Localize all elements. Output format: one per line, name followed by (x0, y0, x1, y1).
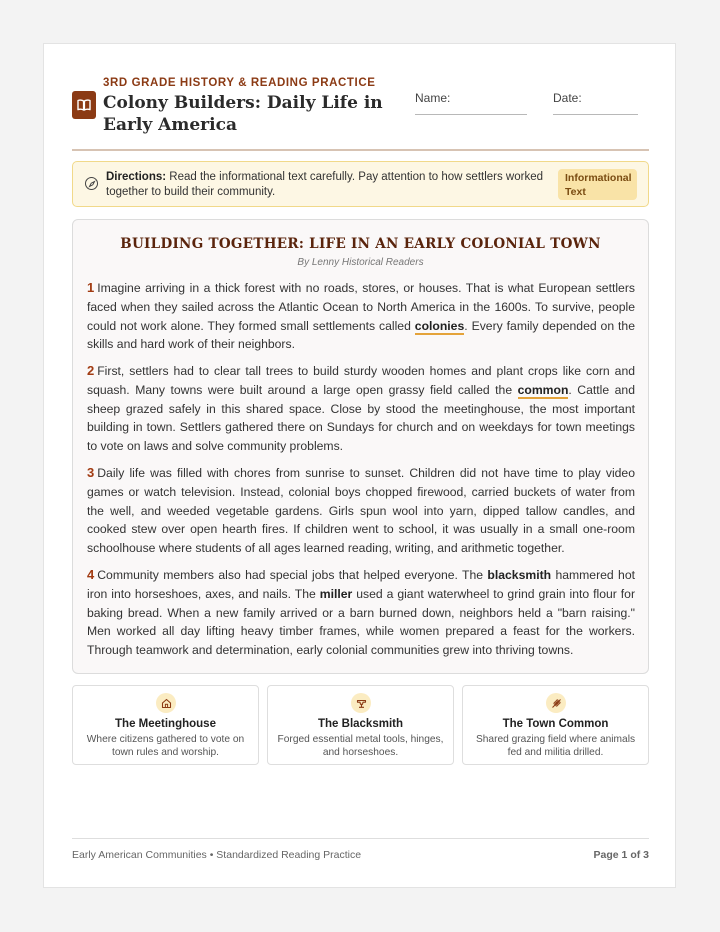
card-title: The Blacksmith (318, 718, 403, 730)
paragraph-text: used a giant waterwheel to grind grain into flour for baking bread. When a new family arrived or a barn burned down, neighbors held a "barn raising." Men worked all day lifting heavy timber frames, while women prepared a feast for the workers. Through teamwork and determination, early colonial communities grew into thriving towns. (87, 586, 636, 658)
paragraph-2 (87, 362, 635, 456)
header-divider (72, 149, 649, 151)
subject-kicker: 3RD GRADE HISTORY & READING PRACTICE (103, 77, 376, 89)
directions-box (72, 161, 649, 207)
footer-series: Early American Communities • Standardized Reading Practice (72, 849, 362, 861)
page-number: Page 1 of 3 (593, 849, 649, 861)
name-field[interactable] (415, 114, 527, 115)
card-description: Where citizens gathered to vote on town rules and worship. (86, 734, 245, 758)
term-blacksmith: blacksmith (487, 568, 552, 582)
footer-divider (72, 838, 649, 839)
reading-passage (72, 219, 649, 674)
paragraph-text: hammered hot iron into horseshoes, axes, and nails. The (87, 568, 635, 601)
paragraph-number: 2 (87, 363, 95, 378)
paragraph-1 (87, 279, 635, 354)
date-label: Date: (553, 91, 582, 105)
card-title: The Town Common (502, 718, 609, 730)
date-field[interactable] (553, 114, 638, 115)
card-town-common (462, 685, 649, 765)
text-type-badge: Informational Text (558, 169, 637, 200)
paragraph-number: 4 (87, 567, 95, 582)
directions-body: Read the informational text carefully. Pay attention to how settlers worked together to build their community. (106, 171, 544, 198)
passage-byline: By Lenny Historical Readers (297, 257, 424, 268)
passage-title: BUILDING TOGETHER: LIFE IN AN EARLY COLONIAL TOWN (120, 236, 601, 252)
compass-icon (85, 177, 98, 190)
vocab-term-colonies: colonies (414, 318, 465, 333)
paragraph-text: Imagine arriving in a thick forest with no roads, stores, or houses. That is what European settlers faced when they sailed across the Atlantic Ocean to North America in the 1600s. To survive, people could not work alone. They formed small settlements called (87, 281, 635, 333)
paragraph-3 (87, 464, 635, 558)
card-title: The Meetinghouse (115, 718, 216, 730)
card-description: Shared grazing field where animals fed and militia drilled. (475, 734, 636, 758)
wheat-icon (546, 693, 566, 713)
house-icon (156, 693, 176, 713)
card-meetinghouse (72, 685, 259, 765)
name-label: Name: (415, 91, 451, 105)
term-miller: miller (319, 586, 353, 601)
paragraph-text: . Cattle and sheep grazed safely in this shared space. Close by stood the meetinghouse, the most important building in town. Settlers gathered there on Sundays for church and on weekdays for town meetings to vote on laws and solve community problems. (87, 382, 635, 454)
anvil-icon (351, 693, 371, 713)
book-icon (72, 91, 96, 119)
paragraph-text: Daily life was filled with chores from sunrise to sunset. Children did not have time to play video games or watch television. Instead, colonial boys chopped firewood, carried buckets of water from the well, and weeded vegetable gardens. Girls spun wool into yarn, dipped tallow candles, and cooked stew over open hearth fires. If children went to school, it was usually in a small one-room schoolhouse where students of all ages learned reading, writing, and arithmetic together. (87, 466, 635, 556)
directions-label: Directions: (106, 171, 167, 183)
worksheet-title: Colony Builders: Daily Life in Early America (103, 93, 383, 135)
card-description: Forged essential metal tools, hinges, and horseshoes. (277, 734, 444, 758)
vocab-term-common: common (517, 382, 569, 397)
directions-text (106, 170, 551, 200)
paragraph-text: . Every family depended on the skills and hard work of their neighbors. (87, 318, 635, 352)
paragraph-text: Community members also had special jobs that helped everyone. The (97, 568, 488, 582)
paragraph-4 (87, 566, 635, 660)
paragraph-number: 1 (87, 280, 95, 295)
paragraph-text: First, settlers had to clear tall trees to build sturdy wooden homes and plant crops like corn and squash. Many towns were built around a large open grassy field called the (87, 364, 635, 397)
paragraph-number: 3 (87, 465, 95, 480)
worksheet-page (43, 43, 676, 888)
card-blacksmith (267, 685, 454, 765)
